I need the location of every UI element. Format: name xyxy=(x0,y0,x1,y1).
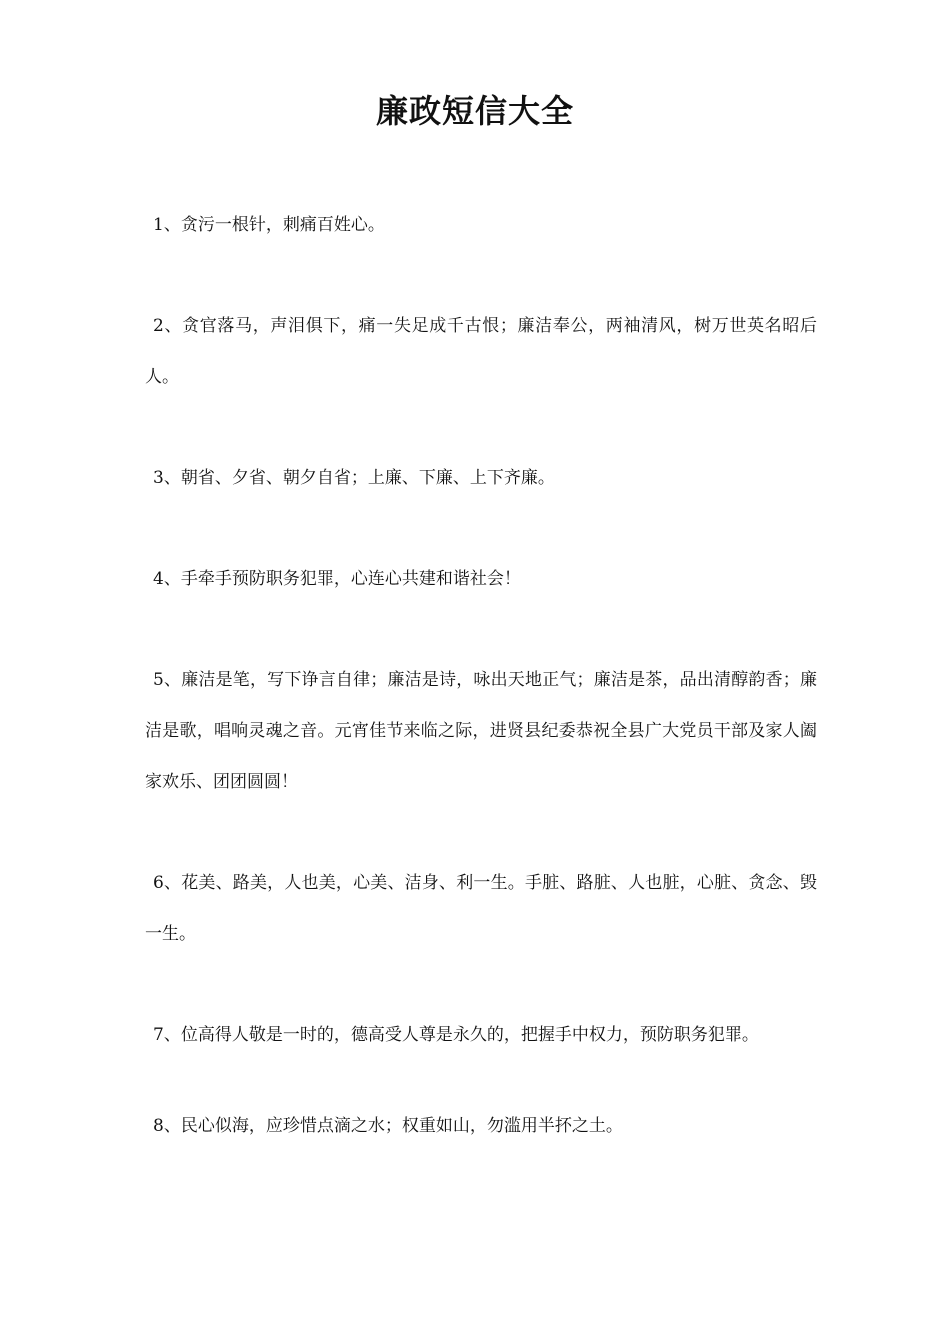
message-item-1: 1、贪污一根针，刺痛百姓心。 xyxy=(153,215,385,235)
document-title: 廉政短信大全 xyxy=(375,92,574,130)
message-item-4: 4、手牵手预防职务犯罪，心连心共建和谐社会！ xyxy=(153,569,521,589)
message-item-8: 8、民心似海，应珍惜点滴之水；权重如山，勿滥用半抔之土。 xyxy=(153,1116,623,1136)
message-list xyxy=(145,200,817,1202)
message-item-2: 2、贪官落马，声泪俱下，痛一失足成千古恨；廉洁奉公，两袖清风，树万世英名昭后人。 xyxy=(145,316,817,387)
message-item-5: 5、廉洁是笔，写下诤言自律；廉洁是诗，咏出天地正气；廉洁是茶，品出清醇韵香；廉洁是歌，唱响灵魂之音。元宵佳节来临之际，进贤县纪委恭祝全县广大党员干部及家人阖家欢乐、团团圆圆！ xyxy=(145,670,817,792)
message-item-7: 7、位高得人敬是一时的，德高受人尊是永久的，把握手中权力，预防职务犯罪。 xyxy=(153,1025,759,1045)
message-item-3: 3、朝省、夕省、朝夕自省；上廉、下廉、上下齐廉。 xyxy=(153,468,555,488)
message-item-6: 6、花美、路美，人也美，心美、洁身、利一生。手脏、路脏、人也脏，心脏、贪念、毁一生。 xyxy=(145,873,817,944)
